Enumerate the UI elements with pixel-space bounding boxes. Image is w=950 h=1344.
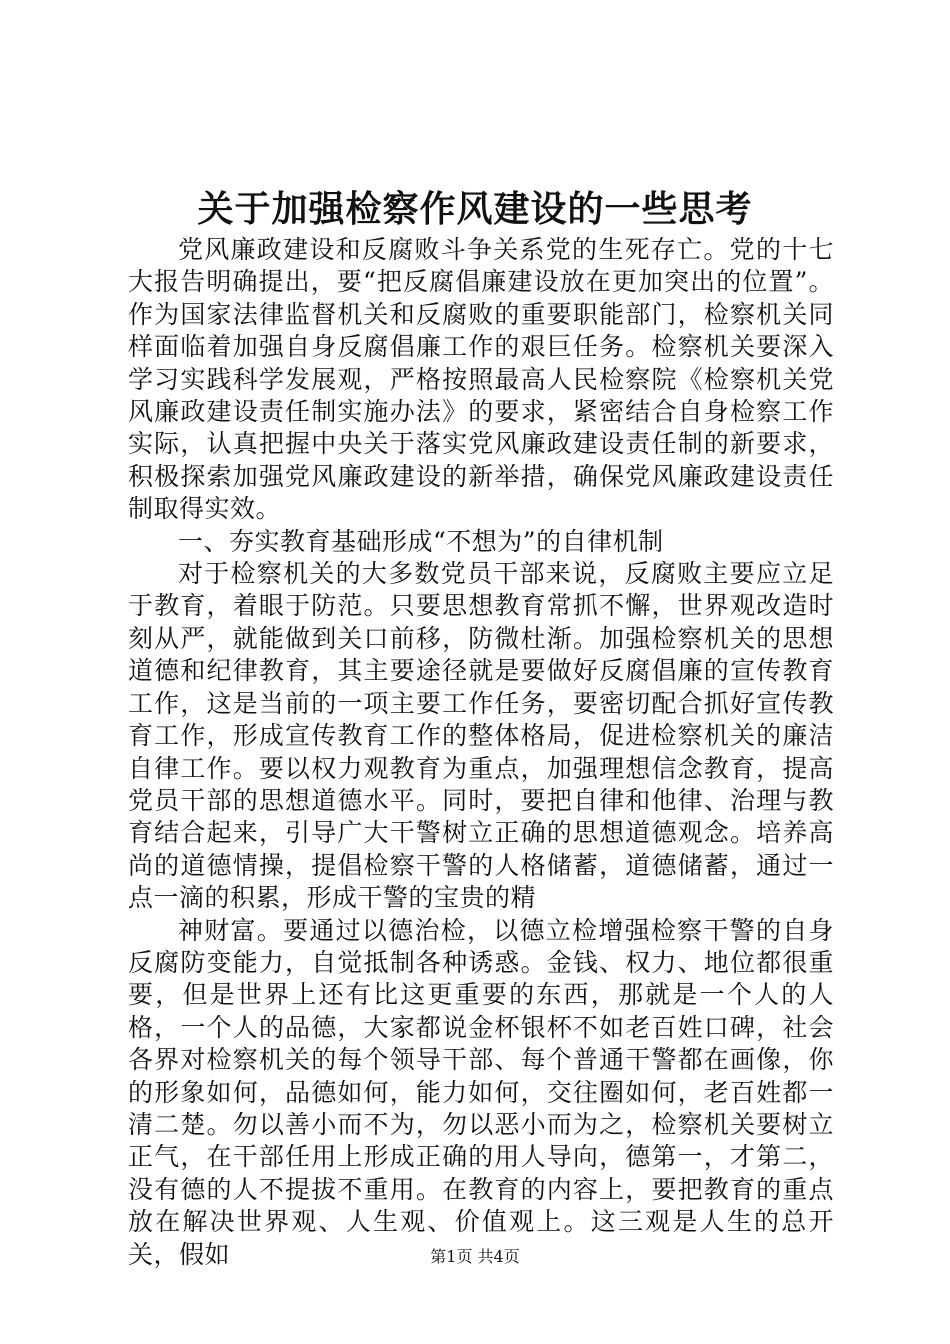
section-heading: 一、夯实教育基础形成“不想为”的自律机制 <box>178 526 664 556</box>
body-paragraph: 对于检察机关的大多数党员干部来说，反腐败主要应立足于教育，着眼于防范。只要思想教育常抓不懈，世界观改造时刻从严，就能做到关口前移，防微杜渐。加强检察机关的思想道德和纪律教育，其主要途径就是要做好反腐倡廉的宣传教育工作，这是当前的一项主要工作任务，要密切配合抓好宣传教育工作，形成宣传教育工作的整体格局，促进检察机关的廉洁自律工作。要以权力观教育为重点，加强理想信念教育，提高党员干部的思想道德水平。同时，要把自律和他律、治理与教育结合起来，引导广大干警树立正确的思想道德观念。培养高尚的道德情操，提倡检察干警的人格储蓄，道德储蓄，通过一点一滴的积累，形成干警的宝贵的精 <box>128 559 834 913</box>
document-body <box>128 234 834 1271</box>
document-title: 关于加强检察作风建设的一些思考 <box>197 188 753 230</box>
page-number-footer: 第1页 共4页 <box>430 1247 520 1266</box>
intro-paragraph: 党风廉政建设和反腐败斗争关系党的生死存亡。党的十七大报告明确提出，要“把反腐倡廉建设放在更加突出的位置”。作为国家法律监督机关和反腐败的重要职能部门，检察机关同样面临着加强自身反腐倡廉工作的艰巨任务。检察机关要深入学习实践科学发展观，严格按照最高人民检察院《检察机关党风廉政建设责任制实施办法》的要求，紧密结合自身检察工作实际，认真把握中央关于落实党风廉政建设责任制的新要求，积极探索加强党风廉政建设的新举措，确保党风廉政建设责任制取得实效。 <box>128 235 834 524</box>
body-paragraph: 神财富。要通过以德治检，以德立检增强检察干警的自身反腐防变能力，自觉抵制各种诱惑。金钱、权力、地位都很重要，但是世界上还有比这更重要的东西，那就是一个人的人格，一个人的品德，大家都说金杯银杯不如老百姓口碑，社会各界对检察机关的每个领导干部、每个普通干警都在画像，你的形象如何，品德如何，能力如何，交往圈如何，老百姓都一清二楚。勿以善小而不为，勿以恶小而为之，检察机关要树立正气，在干部任用上形成正确的用人导向，德第一，才第二，没有德的人不提拔不重用。在教育的内容上，要把教育的重点放在解决世界观、人生观、价值观上。这三观是人生的总开关，假如 <box>128 915 834 1269</box>
